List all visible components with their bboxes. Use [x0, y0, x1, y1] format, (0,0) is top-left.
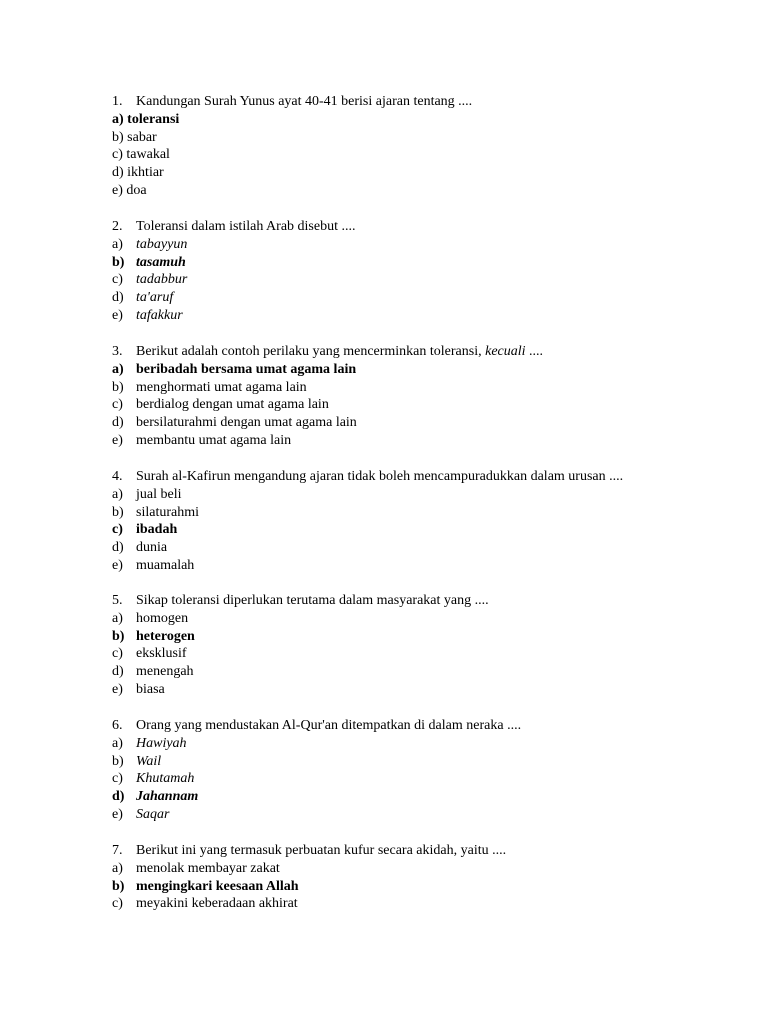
option-label: e): [112, 557, 123, 573]
option-text: dunia: [136, 540, 168, 556]
question-1: [112, 93, 732, 200]
option-label: d): [112, 540, 124, 556]
option-c[interactable]: [112, 645, 732, 663]
option-d[interactable]: [112, 663, 732, 681]
option-a[interactable]: [112, 610, 732, 628]
option-label: d): [112, 290, 124, 306]
option-label: b): [112, 753, 124, 769]
question-stem: Surah al-Kafirun mengandung ajaran tidak boleh mencampuradukkan dalam urusan ....: [136, 469, 624, 484]
option-text: silaturahmi: [136, 504, 199, 520]
option-text: menolak membayar zakat: [136, 860, 280, 876]
option-text: Jahannam: [136, 789, 199, 805]
question-text: [112, 717, 732, 735]
option-label: b): [112, 878, 125, 894]
option-e[interactable]: [112, 806, 732, 824]
option-text: Saqar: [136, 806, 170, 822]
question-2: [112, 218, 732, 325]
question-number: 6.: [112, 718, 123, 733]
option-e[interactable]: [112, 182, 732, 200]
option-a[interactable]: [112, 111, 732, 129]
question-number: 4.: [112, 469, 123, 484]
option-text: Hawiyah: [136, 735, 187, 751]
question-emphasis: kecuali: [485, 344, 526, 359]
option-b[interactable]: [112, 254, 732, 272]
option-label: d): [112, 415, 124, 431]
question-number: 3.: [112, 344, 123, 359]
option-b[interactable]: [112, 504, 732, 522]
question-stem: Toleransi dalam istilah Arab disebut ....: [136, 219, 356, 234]
option-label: b): [112, 254, 125, 270]
option-label: a): [112, 735, 123, 751]
option-label: c): [112, 272, 123, 288]
option-label: c): [112, 397, 123, 413]
option-e[interactable]: [112, 557, 732, 575]
option-b[interactable]: [112, 129, 732, 147]
option-text: sabar: [127, 129, 157, 145]
option-label: b): [112, 379, 124, 395]
option-label: d): [112, 165, 124, 181]
option-label: e): [112, 681, 123, 697]
option-label: e): [112, 307, 123, 323]
question-text: [112, 842, 732, 860]
option-label: c): [112, 522, 123, 538]
question-4: [112, 468, 732, 575]
option-a[interactable]: [112, 361, 732, 379]
question-text: [112, 93, 732, 111]
option-text: meyakini keberadaan akhirat: [136, 896, 298, 912]
question-text: [112, 343, 732, 361]
question-stem: Orang yang mendustakan Al-Qur'an ditempatkan di dalam neraka ....: [136, 718, 522, 733]
option-label: c): [112, 646, 123, 662]
option-b[interactable]: [112, 379, 732, 397]
option-label: a): [112, 610, 123, 626]
option-text: mengingkari keesaan Allah: [136, 878, 299, 894]
question-number: 1.: [112, 94, 123, 109]
option-label: a): [112, 361, 124, 377]
option-label: b): [112, 628, 125, 644]
question-text: [112, 468, 732, 486]
option-b[interactable]: [112, 753, 732, 771]
option-label: e): [112, 806, 123, 822]
option-text: ibadah: [136, 522, 178, 538]
option-text: tasamuh: [136, 254, 186, 270]
question-5: [112, 592, 732, 699]
question-number: 2.: [112, 219, 123, 234]
question-7: [112, 842, 732, 913]
option-label: d): [112, 789, 125, 805]
option-text: tabayyun: [136, 236, 188, 252]
question-number: 7.: [112, 843, 123, 858]
option-c[interactable]: [112, 770, 732, 788]
question-stem: Berikut ini yang termasuk perbuatan kufur secara akidah, yaitu ....: [136, 843, 507, 858]
option-text: toleransi: [127, 111, 180, 127]
option-text: bersilaturahmi dengan umat agama lain: [136, 415, 357, 431]
option-text: doa: [126, 182, 147, 198]
option-a[interactable]: [112, 860, 732, 878]
option-text: ta'aruf: [136, 290, 174, 306]
option-text: tadabbur: [136, 272, 188, 288]
option-text: menengah: [136, 664, 194, 680]
question-text: [112, 218, 732, 236]
option-e[interactable]: [112, 681, 732, 699]
option-label: a): [112, 236, 123, 252]
option-text: tafakkur: [136, 307, 183, 323]
option-label: a): [112, 486, 123, 502]
option-d[interactable]: [112, 164, 732, 182]
option-text: Wail: [136, 753, 162, 769]
question-3: [112, 343, 732, 450]
option-a[interactable]: [112, 735, 732, 753]
option-label: c): [112, 771, 123, 787]
option-text: jual beli: [136, 486, 182, 502]
option-label: a): [112, 860, 123, 876]
option-c[interactable]: [112, 521, 732, 539]
option-label: e): [112, 432, 123, 448]
option-text: muamalah: [136, 557, 195, 573]
option-d[interactable]: [112, 289, 732, 307]
option-d[interactable]: [112, 788, 732, 806]
option-d[interactable]: [112, 539, 732, 557]
option-text: ikhtiar: [127, 165, 164, 181]
option-e[interactable]: [112, 432, 732, 450]
option-b[interactable]: [112, 628, 732, 646]
option-c[interactable]: [112, 271, 732, 289]
option-text: biasa: [136, 681, 165, 697]
option-text: Khutamah: [136, 771, 195, 787]
option-text: homogen: [136, 610, 189, 626]
question-stem: Berikut adalah contoh perilaku yang mencerminkan toleransi,: [136, 344, 482, 359]
option-text: berdialog dengan umat agama lain: [136, 397, 329, 413]
option-text: beribadah bersama umat agama lain: [136, 361, 357, 377]
question-suffix: ....: [529, 344, 544, 359]
question-stem: Kandungan Surah Yunus ayat 40-41 berisi ajaran tentang ....: [136, 94, 473, 109]
option-label: c): [112, 896, 123, 912]
option-label: e): [112, 182, 123, 198]
option-a[interactable]: [112, 236, 732, 254]
option-text: heterogen: [136, 628, 195, 644]
option-label: d): [112, 664, 124, 680]
question-text: [112, 592, 732, 610]
option-text: eksklusif: [136, 646, 187, 662]
question-stem: Sikap toleransi diperlukan terutama dalam masyarakat yang ....: [136, 593, 489, 608]
option-label: c): [112, 147, 123, 163]
option-c[interactable]: [112, 895, 732, 913]
option-text: membantu umat agama lain: [136, 432, 292, 448]
option-label: a): [112, 111, 124, 127]
option-e[interactable]: [112, 307, 732, 325]
option-c[interactable]: [112, 396, 732, 414]
option-label: b): [112, 129, 124, 145]
option-d[interactable]: [112, 414, 732, 432]
option-a[interactable]: [112, 486, 732, 504]
option-c[interactable]: [112, 146, 732, 164]
question-number: 5.: [112, 593, 123, 608]
option-label: b): [112, 504, 124, 520]
option-text: menghormati umat agama lain: [136, 379, 307, 395]
question-6: [112, 717, 732, 824]
option-b[interactable]: [112, 878, 732, 896]
option-text: tawakal: [126, 147, 170, 163]
